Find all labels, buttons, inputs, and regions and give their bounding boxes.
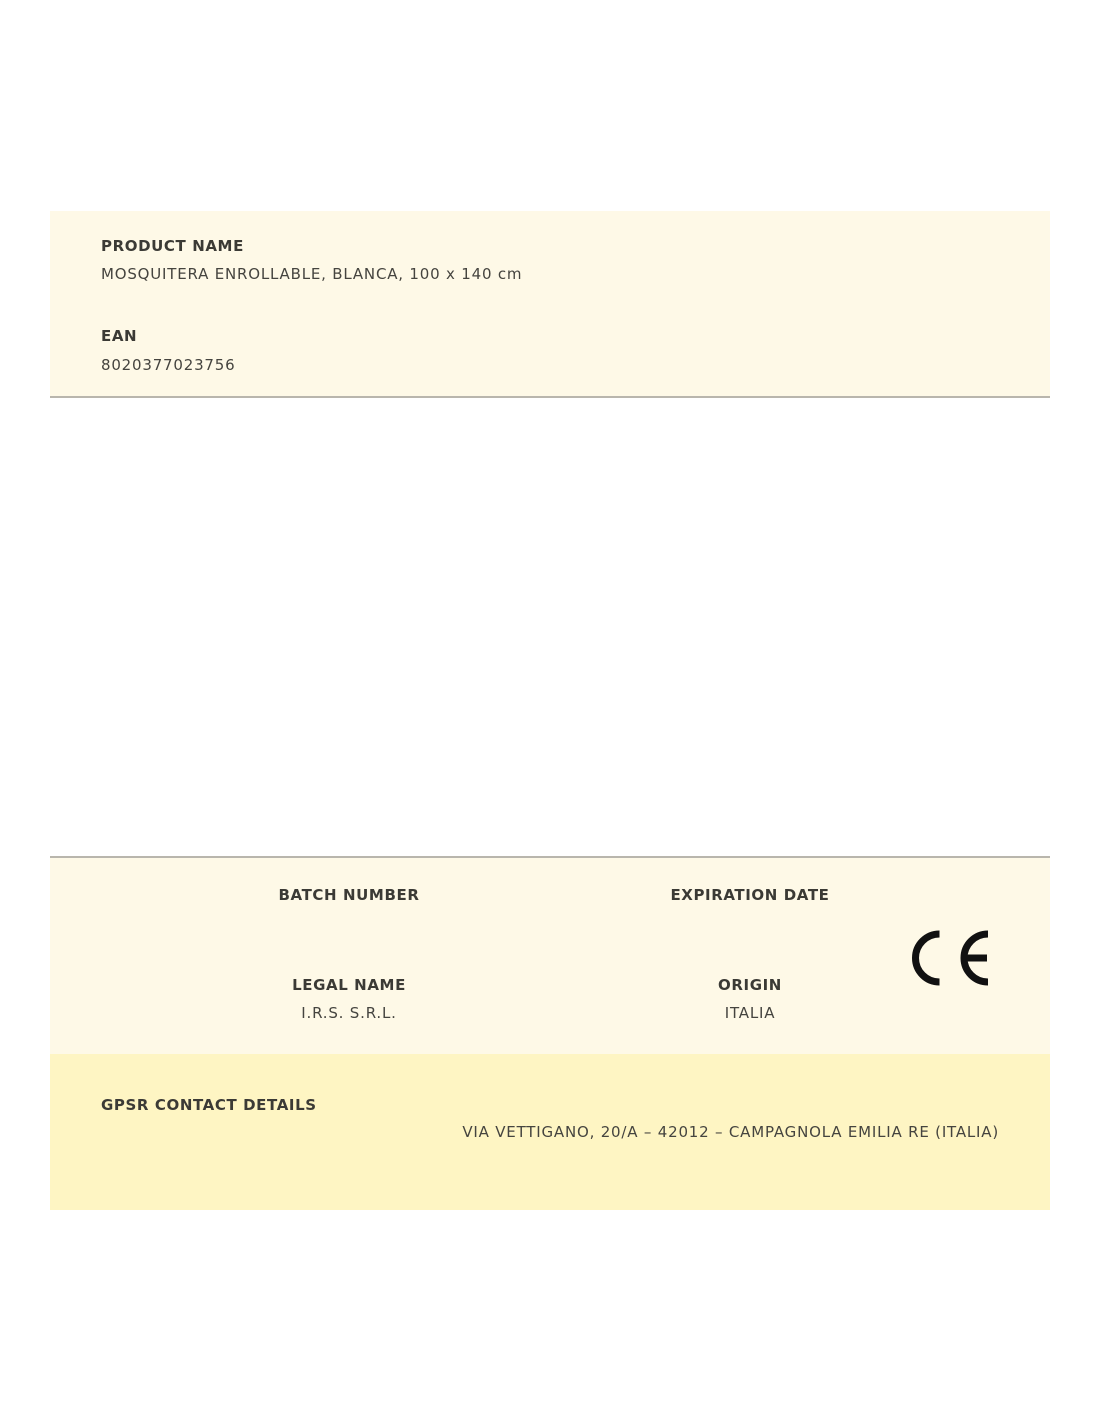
origin-value: ITALIA xyxy=(724,1004,776,1022)
batch-number-cell xyxy=(229,886,469,914)
expiration-date-label: EXPIRATION DATE xyxy=(670,886,830,904)
legal-name-label: LEGAL NAME xyxy=(292,976,406,994)
gpsr-panel xyxy=(50,1054,1050,1210)
ean-value: 8020377023756 xyxy=(101,356,236,374)
ce-mark-icon xyxy=(908,928,992,988)
origin-cell xyxy=(630,976,870,1022)
gpsr-contact-label: GPSR CONTACT DETAILS xyxy=(101,1096,317,1114)
product-name-value: MOSQUITERA ENROLLABLE, BLANCA, 100 x 140 cm xyxy=(101,265,523,283)
batch-number-label: BATCH NUMBER xyxy=(278,886,420,904)
gpsr-address: VIA VETTIGANO, 20/A – 42012 – CAMPAGNOLA EMILIA RE (ITALIA) xyxy=(462,1123,999,1141)
legal-name-value: I.R.S. S.R.L. xyxy=(301,1004,397,1022)
ean-label: EAN xyxy=(101,327,138,345)
expiration-date-cell xyxy=(630,886,870,914)
product-panel xyxy=(50,211,1050,398)
legal-name-cell xyxy=(229,976,469,1022)
product-name-label: PRODUCT NAME xyxy=(101,237,244,255)
origin-label: ORIGIN xyxy=(718,976,782,994)
info-panel xyxy=(50,856,1050,1056)
